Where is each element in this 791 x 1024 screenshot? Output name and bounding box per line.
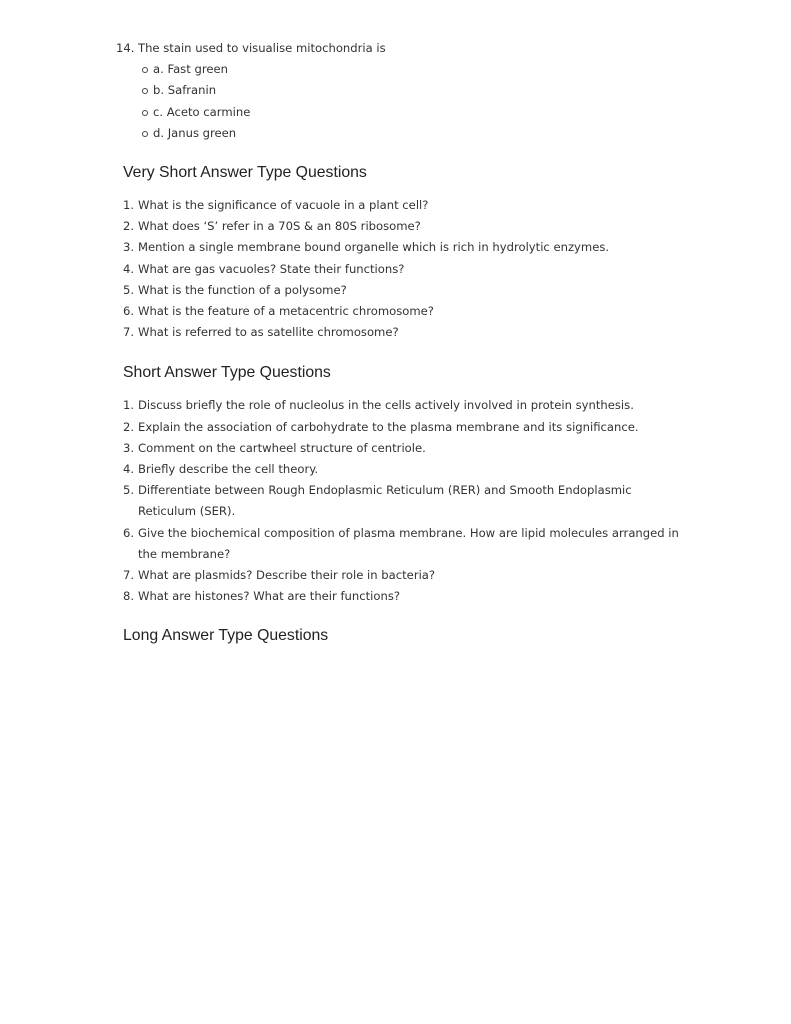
mcq-question — [116, 38, 683, 144]
short-answer-heading: Short Answer Type Questions — [123, 364, 331, 382]
item-number: 6. — [123, 525, 135, 540]
list-item — [123, 417, 683, 438]
very-short-answer-list — [123, 195, 683, 343]
mcq-option — [153, 123, 683, 144]
item-text: What is the significance of vacuole in a plant cell? — [138, 198, 429, 213]
mcq-option — [153, 59, 683, 80]
item-number: 7. — [123, 325, 135, 340]
long-answer-heading: Long Answer Type Questions — [123, 627, 329, 645]
item-text: What is referred to as satellite chromosome? — [138, 325, 399, 340]
mcq-option-text: a. Fast green — [153, 62, 228, 77]
item-number: 5. — [123, 282, 135, 297]
item-text: Explain the association of carbohydrate to the plasma membrane and its significance. — [138, 419, 639, 434]
circle-bullet-icon — [142, 88, 148, 94]
mcq-options — [123, 59, 683, 144]
mcq-option-text: b. Safranin — [153, 83, 217, 98]
item-number: 6. — [123, 304, 135, 319]
item-text: What does ‘S’ refer in a 70S & an 80S ribosome? — [138, 219, 421, 234]
list-item — [123, 395, 683, 416]
item-text: Give the biochemical composition of plasma membrane. How are lipid molecules arranged in the membrane? — [138, 525, 679, 561]
list-item — [123, 586, 683, 607]
item-text: What is the function of a polysome? — [138, 282, 347, 297]
item-number: 1. — [123, 398, 135, 413]
list-item — [123, 301, 683, 322]
circle-bullet-icon — [142, 110, 148, 116]
list-item — [123, 523, 683, 565]
item-number: 2. — [123, 219, 135, 234]
list-item — [123, 195, 683, 216]
item-number: 7. — [123, 568, 135, 583]
item-number: 3. — [123, 240, 135, 255]
item-text: Comment on the cartwheel structure of centriole. — [138, 440, 426, 455]
mcq-number: 14. — [116, 41, 135, 55]
mcq-option — [153, 80, 683, 101]
list-item — [123, 459, 683, 480]
mcq-option — [153, 102, 683, 123]
item-text: Briefly describe the cell theory. — [138, 462, 319, 477]
short-answer-list — [123, 395, 683, 607]
item-number: 1. — [123, 198, 135, 213]
list-item — [123, 237, 683, 258]
item-number: 3. — [123, 440, 135, 455]
item-text: What are plasmids? Describe their role in bacteria? — [138, 568, 436, 583]
mcq-text: The stain used to visualise mitochondria is — [138, 41, 386, 55]
item-number: 8. — [123, 589, 135, 604]
item-number: 2. — [123, 419, 135, 434]
item-number: 5. — [123, 483, 135, 498]
item-text: Mention a single membrane bound organelle which is rich in hydrolytic enzymes. — [138, 240, 610, 255]
item-text: What is the feature of a metacentric chromosome? — [138, 304, 434, 319]
document-content — [116, 38, 683, 647]
list-item — [123, 565, 683, 586]
list-item — [123, 322, 683, 343]
mcq-option-text: d. Janus green — [153, 125, 237, 140]
circle-bullet-icon — [142, 131, 148, 137]
item-text: Discuss briefly the role of nucleolus in the cells actively involved in protein synthesis. — [138, 398, 634, 413]
list-item — [123, 259, 683, 280]
mcq-stem — [116, 38, 683, 59]
mcq-option-text: c. Aceto carmine — [153, 104, 251, 119]
very-short-answer-heading: Very Short Answer Type Questions — [123, 164, 367, 182]
item-number: 4. — [123, 462, 135, 477]
item-text: Differentiate between Rough Endoplasmic Reticulum (RER) and Smooth Endoplasmic Reticulum (SER). — [138, 483, 632, 519]
list-item — [123, 480, 683, 522]
list-item — [123, 438, 683, 459]
item-number: 4. — [123, 261, 135, 276]
list-item — [123, 280, 683, 301]
circle-bullet-icon — [142, 67, 148, 73]
item-text: What are histones? What are their functions? — [138, 589, 401, 604]
item-text: What are gas vacuoles? State their functions? — [138, 261, 405, 276]
list-item — [123, 216, 683, 237]
